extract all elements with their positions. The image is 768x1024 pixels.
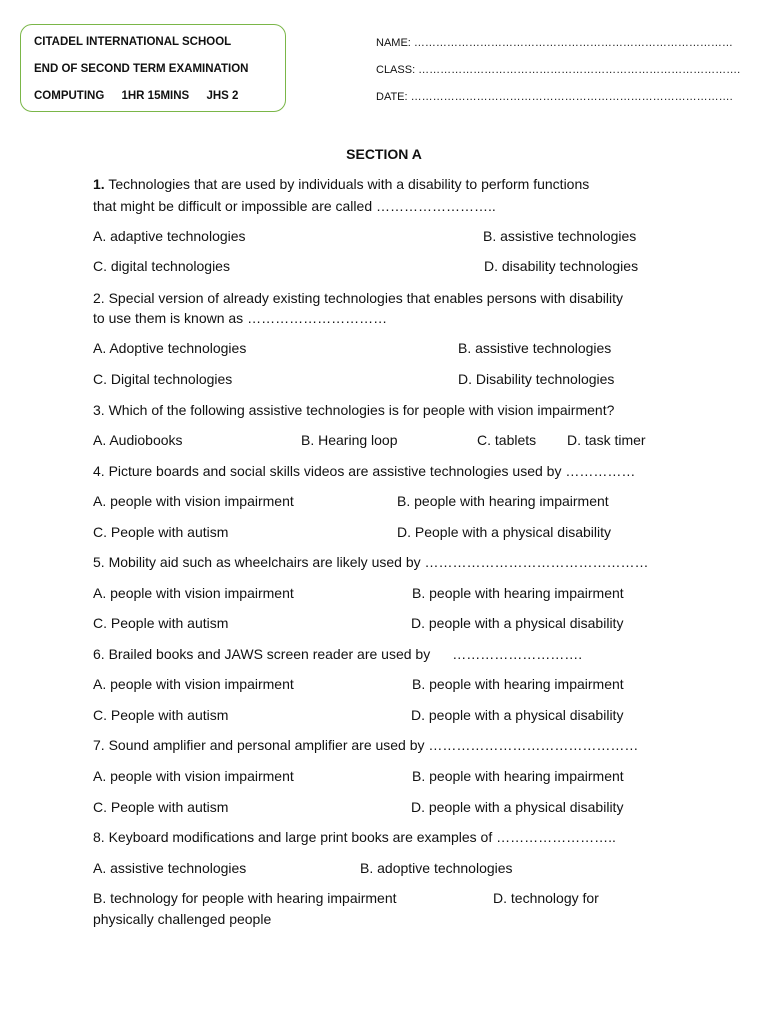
- q5-option-c: C. People with autism: [93, 615, 229, 631]
- school-name: CITADEL INTERNATIONAL SCHOOL: [34, 36, 232, 48]
- question-1-line-2: that might be difficult or impossible are called ……………………..: [93, 198, 496, 214]
- question-6-blank: ……………………….: [452, 646, 583, 662]
- question-1-text: Technologies that are used by individuals with a disability to perform functions: [104, 176, 590, 192]
- q2-option-a: A. Adoptive technologies: [93, 340, 247, 356]
- q8-option-b: B. adoptive technologies: [360, 860, 513, 876]
- q7-option-d: D. people with a physical disability: [411, 799, 624, 815]
- q4-option-a: A. people with vision impairment: [93, 493, 294, 509]
- q6-option-b: B. people with hearing impairment: [412, 676, 624, 692]
- q7-option-c: C. People with autism: [93, 799, 229, 815]
- question-8-line-1: 8. Keyboard modifications and large print books are examples of ……………………..: [93, 829, 616, 845]
- subject-line: [34, 90, 252, 102]
- question-1-line-1: [93, 176, 589, 192]
- q8-option-c: B. technology for people with hearing impairment: [93, 890, 397, 906]
- exam-title: END OF SECOND TERM EXAMINATION: [34, 63, 249, 75]
- q2-option-d: D. Disability technologies: [458, 371, 615, 387]
- q5-option-d: D. people with a physical disability: [411, 615, 624, 631]
- q8-option-d: D. technology for: [493, 890, 599, 906]
- q5-option-a: A. people with vision impairment: [93, 585, 294, 601]
- q2-option-c: C. Digital technologies: [93, 371, 233, 387]
- class-field: CLASS: …………………………………………………………………………….: [376, 64, 741, 76]
- question-2-line-1: 2. Special version of already existing technologies that enables persons with disability: [93, 290, 623, 306]
- subject: COMPUTING: [34, 90, 105, 102]
- q6-option-d: D. people with a physical disability: [411, 707, 624, 723]
- q3-option-a: A. Audiobooks: [93, 432, 183, 448]
- question-7-line-1: 7. Sound amplifier and personal amplifier are used by ………………………………………: [93, 737, 639, 753]
- question-6-line-1: [93, 646, 582, 662]
- q7-option-a: A. people with vision impairment: [93, 768, 294, 784]
- class-level: JHS 2: [206, 90, 239, 102]
- q8-option-a: A. assistive technologies: [93, 860, 247, 876]
- q1-option-d: D. disability technologies: [484, 258, 639, 274]
- question-5-line-1: 5. Mobility aid such as wheelchairs are likely used by …………………………………………: [93, 554, 649, 570]
- q3-option-c: C. tablets: [477, 432, 537, 448]
- q4-option-c: C. People with autism: [93, 524, 229, 540]
- date-field: DATE: …………………………………………………………………………….: [376, 91, 733, 103]
- q2-option-b: B. assistive technologies: [458, 340, 612, 356]
- q1-option-b: B. assistive technologies: [483, 228, 637, 244]
- q3-option-d: D. task timer: [567, 432, 646, 448]
- q6-option-c: C. People with autism: [93, 707, 229, 723]
- q8-option-d-continued: physically challenged people: [93, 911, 272, 927]
- q4-option-b: B. people with hearing impairment: [397, 493, 609, 509]
- q1-option-c: C. digital technologies: [93, 258, 230, 274]
- question-2-line-2: to use them is known as …………………………: [93, 310, 388, 326]
- question-1-number: 1.: [93, 176, 105, 192]
- question-6-text: 6. Brailed books and JAWS screen reader are used by: [93, 646, 431, 662]
- duration: 1HR 15MINS: [121, 90, 190, 102]
- section-title: SECTION A: [346, 146, 422, 162]
- q1-option-a: A. adaptive technologies: [93, 228, 246, 244]
- q5-option-b: B. people with hearing impairment: [412, 585, 624, 601]
- q6-option-a: A. people with vision impairment: [93, 676, 294, 692]
- q4-option-d: D. People with a physical disability: [397, 524, 611, 540]
- q3-option-b: B. Hearing loop: [301, 432, 398, 448]
- question-4-line-1: 4. Picture boards and social skills videos are assistive technologies used by ……………: [93, 463, 636, 479]
- question-3-line-1: 3. Which of the following assistive technologies is for people with vision impairment?: [93, 402, 615, 418]
- q7-option-b: B. people with hearing impairment: [412, 768, 624, 784]
- school-info-box: [20, 24, 286, 112]
- name-field: NAME: ……………………………………………………………………………: [376, 37, 733, 49]
